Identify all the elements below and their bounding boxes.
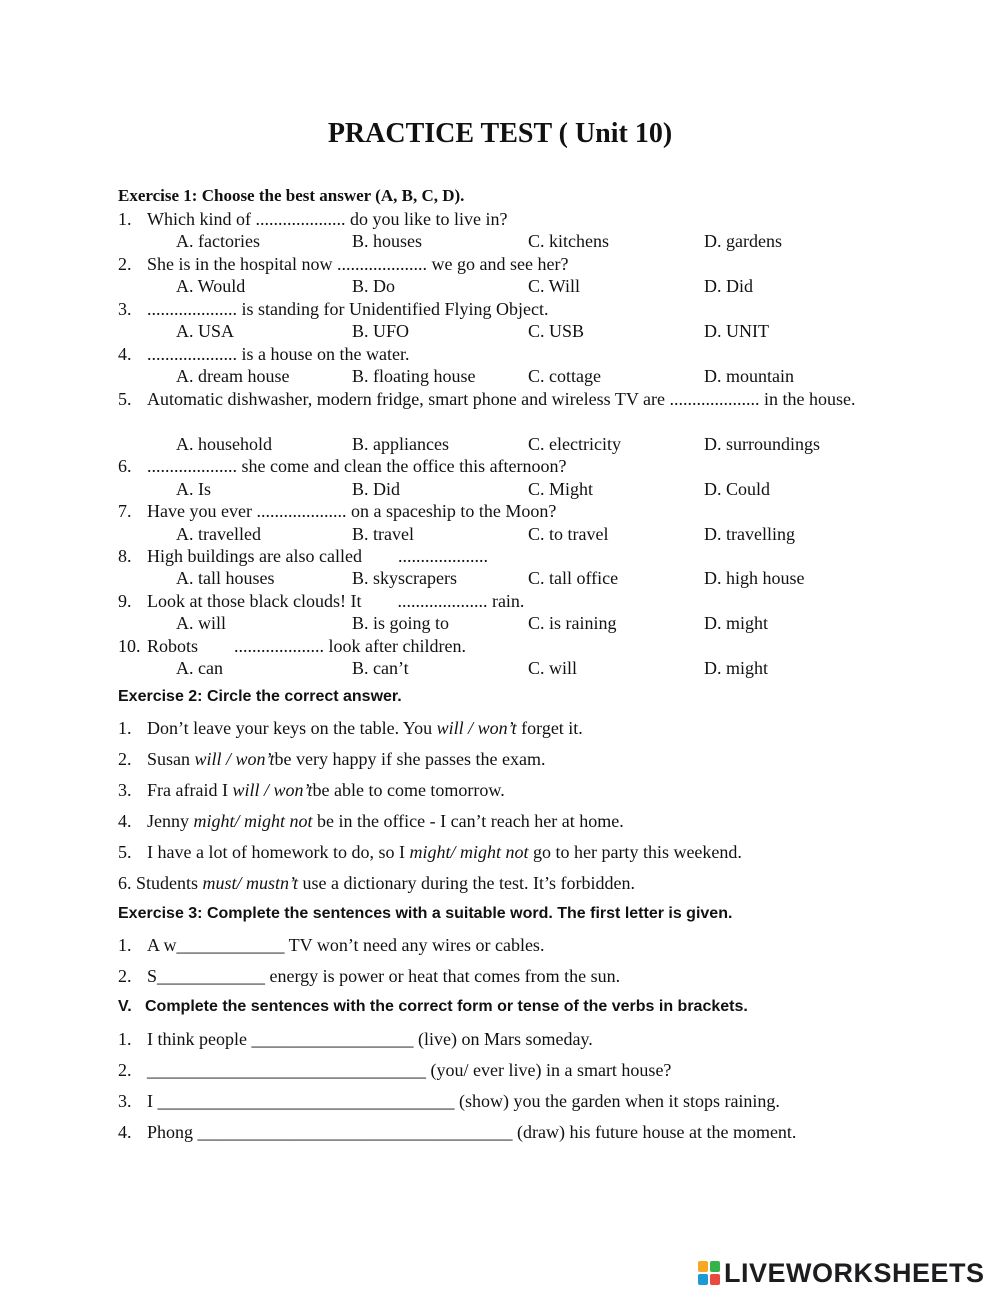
- item-number: 3.: [118, 780, 132, 800]
- option-a[interactable]: A. Would: [176, 276, 246, 296]
- item-text-after: forget it.: [516, 718, 583, 738]
- question-7-options: [176, 523, 896, 546]
- option-c[interactable]: C. USB: [528, 321, 585, 341]
- option-d[interactable]: D. UNIT: [704, 321, 769, 341]
- option-a[interactable]: A. can: [176, 658, 223, 678]
- item-text-after: be in the office - I can’t reach her at home.: [312, 811, 624, 831]
- item-number: 5.: [118, 842, 132, 862]
- option-b[interactable]: B. Did: [352, 479, 401, 499]
- option-c[interactable]: C. is raining: [528, 613, 617, 633]
- item-text-before: Jenny: [147, 811, 194, 831]
- item-number: 4.: [118, 1122, 132, 1142]
- liveworksheets-logo-icon: [698, 1261, 720, 1285]
- question-text: .................... is a house on the water.: [147, 344, 410, 364]
- question-2-options: [176, 275, 896, 298]
- item-number: 6.: [118, 873, 132, 893]
- option-b[interactable]: B. can’t: [352, 658, 409, 678]
- question-text: She is in the hospital now .................... we go and see her?: [147, 254, 569, 274]
- option-c[interactable]: C. will: [528, 658, 578, 678]
- option-b[interactable]: B. floating house: [352, 366, 476, 386]
- liveworksheets-logo: [698, 1258, 985, 1288]
- option-a[interactable]: A. travelled: [176, 524, 261, 544]
- item-number: 1.: [118, 718, 132, 738]
- option-b[interactable]: B. UFO: [352, 321, 410, 341]
- fill-in-sentence[interactable]: _______________________________ (you/ ever live) in a smart house?: [147, 1060, 672, 1080]
- option-d[interactable]: D. travelling: [704, 524, 795, 544]
- exercise-4-heading: V. Complete the sentences with the correct form or tense of the verbs in brackets.: [118, 998, 748, 1015]
- choice-options[interactable]: might/ might not: [409, 842, 529, 862]
- choice-options[interactable]: will / won’t: [232, 780, 313, 800]
- exercise-2-item-1: [118, 716, 583, 740]
- option-a[interactable]: A. dream house: [176, 366, 290, 386]
- option-b[interactable]: B. is going to: [352, 613, 450, 633]
- option-d[interactable]: D. surroundings: [704, 434, 820, 454]
- fill-in-sentence[interactable]: S____________ energy is power or heat that comes from the sun.: [147, 966, 621, 986]
- item-text-before: Susan: [147, 749, 195, 769]
- exercise-3-item-1: [118, 933, 544, 957]
- exercise-2-item-4: [118, 809, 624, 833]
- option-c[interactable]: C. Will: [528, 276, 580, 296]
- option-d[interactable]: D. might: [704, 658, 769, 678]
- logo-text: LIVEWORKSHEETS: [724, 1257, 985, 1288]
- option-c[interactable]: C. electricity: [528, 434, 621, 454]
- question-number: 5.: [118, 389, 132, 409]
- question-4-options: [176, 365, 896, 388]
- question-number: 10.: [118, 636, 141, 656]
- page-title: PRACTICE TEST ( Unit 10): [327, 118, 673, 149]
- exercise-4-item-4: [118, 1120, 796, 1144]
- option-c[interactable]: C. tall office: [528, 568, 619, 588]
- exercise-4-item-2: [118, 1058, 671, 1082]
- option-d[interactable]: D. Did: [704, 276, 753, 296]
- option-b[interactable]: B. skyscrapers: [352, 568, 457, 588]
- question-number: 9.: [118, 591, 132, 611]
- question-1-options: [176, 230, 896, 253]
- question-10-options: [176, 657, 896, 680]
- option-d[interactable]: D. gardens: [704, 231, 782, 251]
- question-3-options: [176, 320, 896, 343]
- item-text-before: I have a lot of homework to do, so I: [147, 842, 410, 862]
- option-a[interactable]: A. Is: [176, 479, 211, 499]
- question-text: Which kind of .................... do you like to live in?: [147, 209, 508, 229]
- fill-in-sentence[interactable]: I _________________________________ (show) you the garden when it stops raining.: [147, 1091, 780, 1111]
- question-number: 8.: [118, 546, 132, 566]
- question-text: Have you ever .................... on a spaceship to the Moon?: [147, 501, 557, 521]
- option-d[interactable]: D. might: [704, 613, 769, 633]
- item-number: 2.: [118, 1060, 132, 1080]
- item-number: 3.: [118, 1091, 132, 1111]
- question-5-options: [176, 433, 896, 456]
- exercise-2-heading: Exercise 2: Circle the correct answer.: [118, 688, 402, 705]
- question-text: Robots .................... look after children.: [147, 636, 466, 656]
- exercise-1-heading: Exercise 1: Choose the best answer (A, B, C, D).: [118, 186, 465, 205]
- fill-in-sentence[interactable]: I think people __________________ (live) on Mars someday.: [147, 1029, 593, 1049]
- exercise-4-item-3: [118, 1089, 780, 1113]
- item-text-before: Students: [131, 873, 203, 893]
- choice-options[interactable]: must/ mustn’t: [202, 873, 299, 893]
- fill-in-sentence[interactable]: A w____________ TV won’t need any wires or cables.: [147, 935, 545, 955]
- option-d[interactable]: D. Could: [704, 479, 771, 499]
- item-text-before: Don’t leave your keys on the table. You: [147, 718, 437, 738]
- option-c[interactable]: C. Might: [528, 479, 594, 499]
- exercise-2-item-2: [118, 747, 545, 771]
- option-a[interactable]: A. tall houses: [176, 568, 275, 588]
- item-text-after: be able to come tomorrow.: [312, 780, 505, 800]
- question-text: .................... she come and clean the office this afternoon?: [147, 456, 567, 476]
- option-c[interactable]: C. cottage: [528, 366, 601, 386]
- item-number: 4.: [118, 811, 132, 831]
- exercise-3-item-2: [118, 964, 620, 988]
- question-number: 2.: [118, 254, 132, 274]
- option-a[interactable]: A. USA: [176, 321, 235, 341]
- option-b[interactable]: B. travel: [352, 524, 414, 544]
- choice-options[interactable]: might/ might not: [193, 811, 313, 831]
- choice-options[interactable]: will / won’t: [436, 718, 517, 738]
- option-a[interactable]: A. factories: [176, 231, 260, 251]
- option-d[interactable]: D. high house: [704, 568, 805, 588]
- option-d[interactable]: D. mountain: [704, 366, 794, 386]
- exercise-2-item-5: [118, 840, 742, 864]
- option-b[interactable]: B. Do: [352, 276, 396, 296]
- question-number: 4.: [118, 344, 132, 364]
- option-c[interactable]: C. to travel: [528, 524, 609, 544]
- item-number: 1.: [118, 1029, 132, 1049]
- exercise-3-heading: Exercise 3: Complete the sentences with a suitable word. The first letter is given.: [118, 905, 733, 922]
- question-text: Automatic dishwasher, modern fridge, smart phone and wireless TV are .................... in the house.: [147, 389, 856, 409]
- exercise-4-item-1: [118, 1027, 593, 1051]
- option-c[interactable]: C. kitchens: [528, 231, 609, 251]
- question-number: 7.: [118, 501, 132, 521]
- item-text-after: go to her party this weekend.: [528, 842, 742, 862]
- item-text-after: be very happy if she passes the exam.: [274, 749, 546, 769]
- item-text-after: use a dictionary during the test. It’s forbidden.: [298, 873, 635, 893]
- option-a[interactable]: A. will: [176, 613, 227, 633]
- fill-in-sentence[interactable]: Phong ___________________________________ (draw) his future house at the moment.: [147, 1122, 797, 1142]
- item-number: 2.: [118, 966, 132, 986]
- question-text: High buildings are also called ....................: [147, 546, 488, 566]
- exercise-2-item-3: [118, 778, 505, 802]
- exercise-2-item-6: [118, 871, 635, 895]
- item-text-before: Fra afraid I: [147, 780, 233, 800]
- option-b[interactable]: B. appliances: [352, 434, 449, 454]
- choice-options[interactable]: will / won’t: [194, 749, 275, 769]
- question-text: .................... is standing for Unidentified Flying Object.: [147, 299, 549, 319]
- question-number: 3.: [118, 299, 132, 319]
- question-number: 1.: [118, 209, 132, 229]
- question-8-options: [176, 567, 896, 590]
- item-number: 2.: [118, 749, 132, 769]
- question-text: Look at those black clouds! It .................... rain.: [147, 591, 525, 611]
- option-a[interactable]: A. household: [176, 434, 272, 454]
- question-6-options: [176, 478, 896, 501]
- question-9-options: [176, 612, 896, 635]
- option-b[interactable]: B. houses: [352, 231, 423, 251]
- question-number: 6.: [118, 456, 132, 476]
- item-number: 1.: [118, 935, 132, 955]
